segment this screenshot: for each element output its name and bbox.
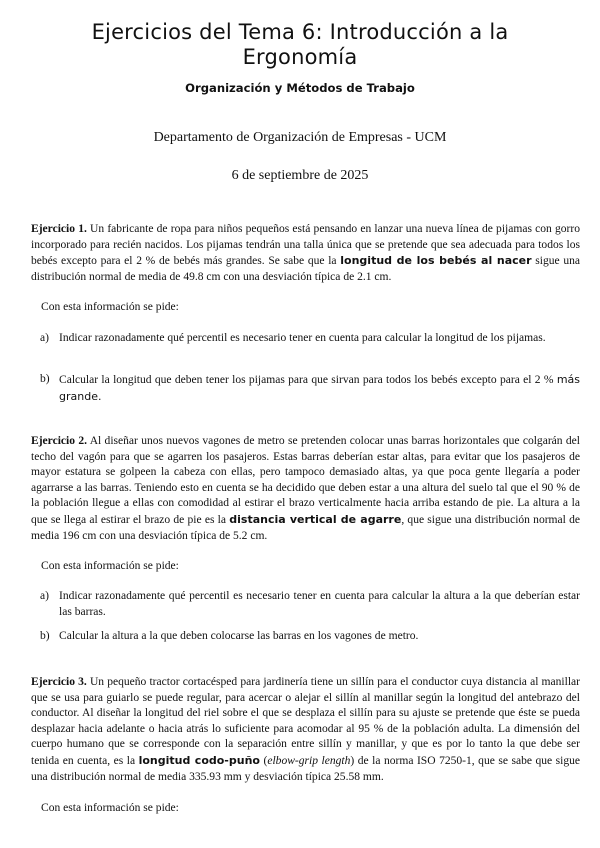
- item-marker: a): [40, 332, 49, 344]
- document-subtitle: Organización y Métodos de Trabajo: [185, 81, 415, 95]
- exercise-1-label: Ejercicio 1.: [31, 223, 87, 235]
- exercise-1-prompt: Con esta información se pide:: [41, 301, 179, 313]
- exercise-1-statement: [31, 222, 580, 285]
- exercise-2-keyword: distancia vertical de agarre: [229, 512, 402, 526]
- exercise-3-text: Un pequeño tractor cortacésped para jardinería tiene un sillín para el conductor cuya distancia al manillar que se usa para guiarlo se puede regular, para acercar o alejar el sillín al manillar según la longitud del antebrazo del conductor. Al diseñar la longitud del riel sobre el que se desplaza el sillín para su ajuste se pretende que éste se pueda desplazar hacia adelante o hacia atrás lo suficiente para acomodar al 95 % de la población adulta. La dimensión del cuerpo humano que se corresponde con la separación entre sillín y manillar, y que es por lo tanto la que debe ser tenida en cuenta, es la: [31, 676, 581, 767]
- exercise-1-item-a: [40, 331, 580, 347]
- exercise-2-prompt: Con esta información se pide:: [41, 560, 179, 572]
- exercise-3-english-term: elbow-grip length: [267, 754, 351, 767]
- item-text: Indicar razonadamente qué percentil es necesario tener en cuenta para calcular la longitud de los pijamas.: [59, 332, 546, 344]
- item-marker: a): [40, 590, 49, 602]
- item-text: Calcular la altura a la que deben colocarse las barras en los vagones de metro.: [59, 630, 419, 642]
- exercise-3-keyword: longitud codo-puño: [138, 753, 260, 767]
- exercise-2-label: Ejercicio 2.: [31, 435, 88, 447]
- document-title: Ejercicios del Tema 6: Introducción a la Ergonomía: [91, 20, 509, 69]
- exercise-2-text-end: , que sigue una distribución normal de media 196 cm con una desviación típica de 5.2 cm.: [31, 513, 580, 542]
- exercise-3-prompt: Con esta información se pide:: [41, 802, 179, 814]
- exercise-2-item-b: [40, 629, 580, 645]
- department-line: Departamento de Organización de Empresas - UCM: [153, 130, 447, 145]
- exercise-1-item-b: [40, 372, 580, 405]
- item-marker: b): [40, 373, 50, 385]
- exercise-1-text-end: sigue una distribución normal de media de 49.8 cm con una desviación típica de 2.1 cm.: [31, 255, 580, 283]
- exercise-2-text: Al diseñar unos nuevos vagones de metro se pretenden colocar unas barras horizontales que colgarán del techo del vagón para que se agarren los pasajeros. Estas barras deberían estar altas, para evitar que los pasajeros de mayor estatura se golpeen la cabeza con ellas, pero tampoco demasiado altas, ya que poca gente llegaría a poder agarrarse a las barras. Teniendo esto en cuenta se ha decidido que deben estar a una altura del suelo tal que el 90 % de la población llegue a ellas con comodidad al estirar el brazo verticalmente hacia arriba estando de pie. La altura a la que se llega al estirar el brazo de pie es la: [31, 435, 580, 526]
- exercise-1-text: Un fabricante de ropa para niños pequeños está pensando en lanzar una nueva línea de pijamas con gorro incorporado para recién nacidos. Los pijamas tendrán una talla única que se pretende que sea adecuada para todos los bebés excepto para el 2 % de bebés más grandes. Se sabe que la: [31, 223, 580, 268]
- exercise-2-item-a: [40, 589, 580, 620]
- item-text: Indicar razonadamente qué percentil es necesario tener en cuenta para calcular la altura a la que deberían estar las barras.: [59, 590, 580, 618]
- exercise-3-text-end: ) de la norma ISO 7250-1, que se sabe que sigue una distribución normal de media 335.93 mm y desviación típica 25.58 mm.: [31, 754, 581, 783]
- exercise-3-statement: Ejercicio 3. Un pequeño tractor cortacésped para jardinería tiene un sillín para el conductor cuya distancia al manillar que se usa para guiarlo se puede regular, para acercar o alejar el sillín al manillar según la longitud del antebrazo del conductor. Al diseñar la longitud del riel sobre el que se desplaza el sillín para su ajuste se pretende que éste se pueda desplazar hacia adelante o hacia atrás lo suficiente para acomodar al 95 % de la población adulta. La dimensión del cuerpo humano que se corresponde con la separación entre sillín y manillar, y que es por lo tanto la que debe ser tenida en cuenta, es la longitud codo-puño (elbow-grip length) de la norma ISO 7250-1, que se sabe que sigue una distribución normal de media 335.93 mm y desviación típica 25.58 mm.: [31, 676, 581, 783]
- exercise-2-statement: [31, 434, 580, 544]
- document-date: 6 de septiembre de 2025: [231, 168, 369, 183]
- exercise-3-label: Ejercicio 3.: [31, 676, 87, 688]
- item-text: Calcular la longitud que deben tener los pijamas para que sirvan para todos los bebés excepto para el 2 % más grande.: [59, 373, 580, 403]
- exercise-1-keyword: longitud de los bebés al nacer: [340, 254, 532, 268]
- item-marker: b): [40, 630, 50, 642]
